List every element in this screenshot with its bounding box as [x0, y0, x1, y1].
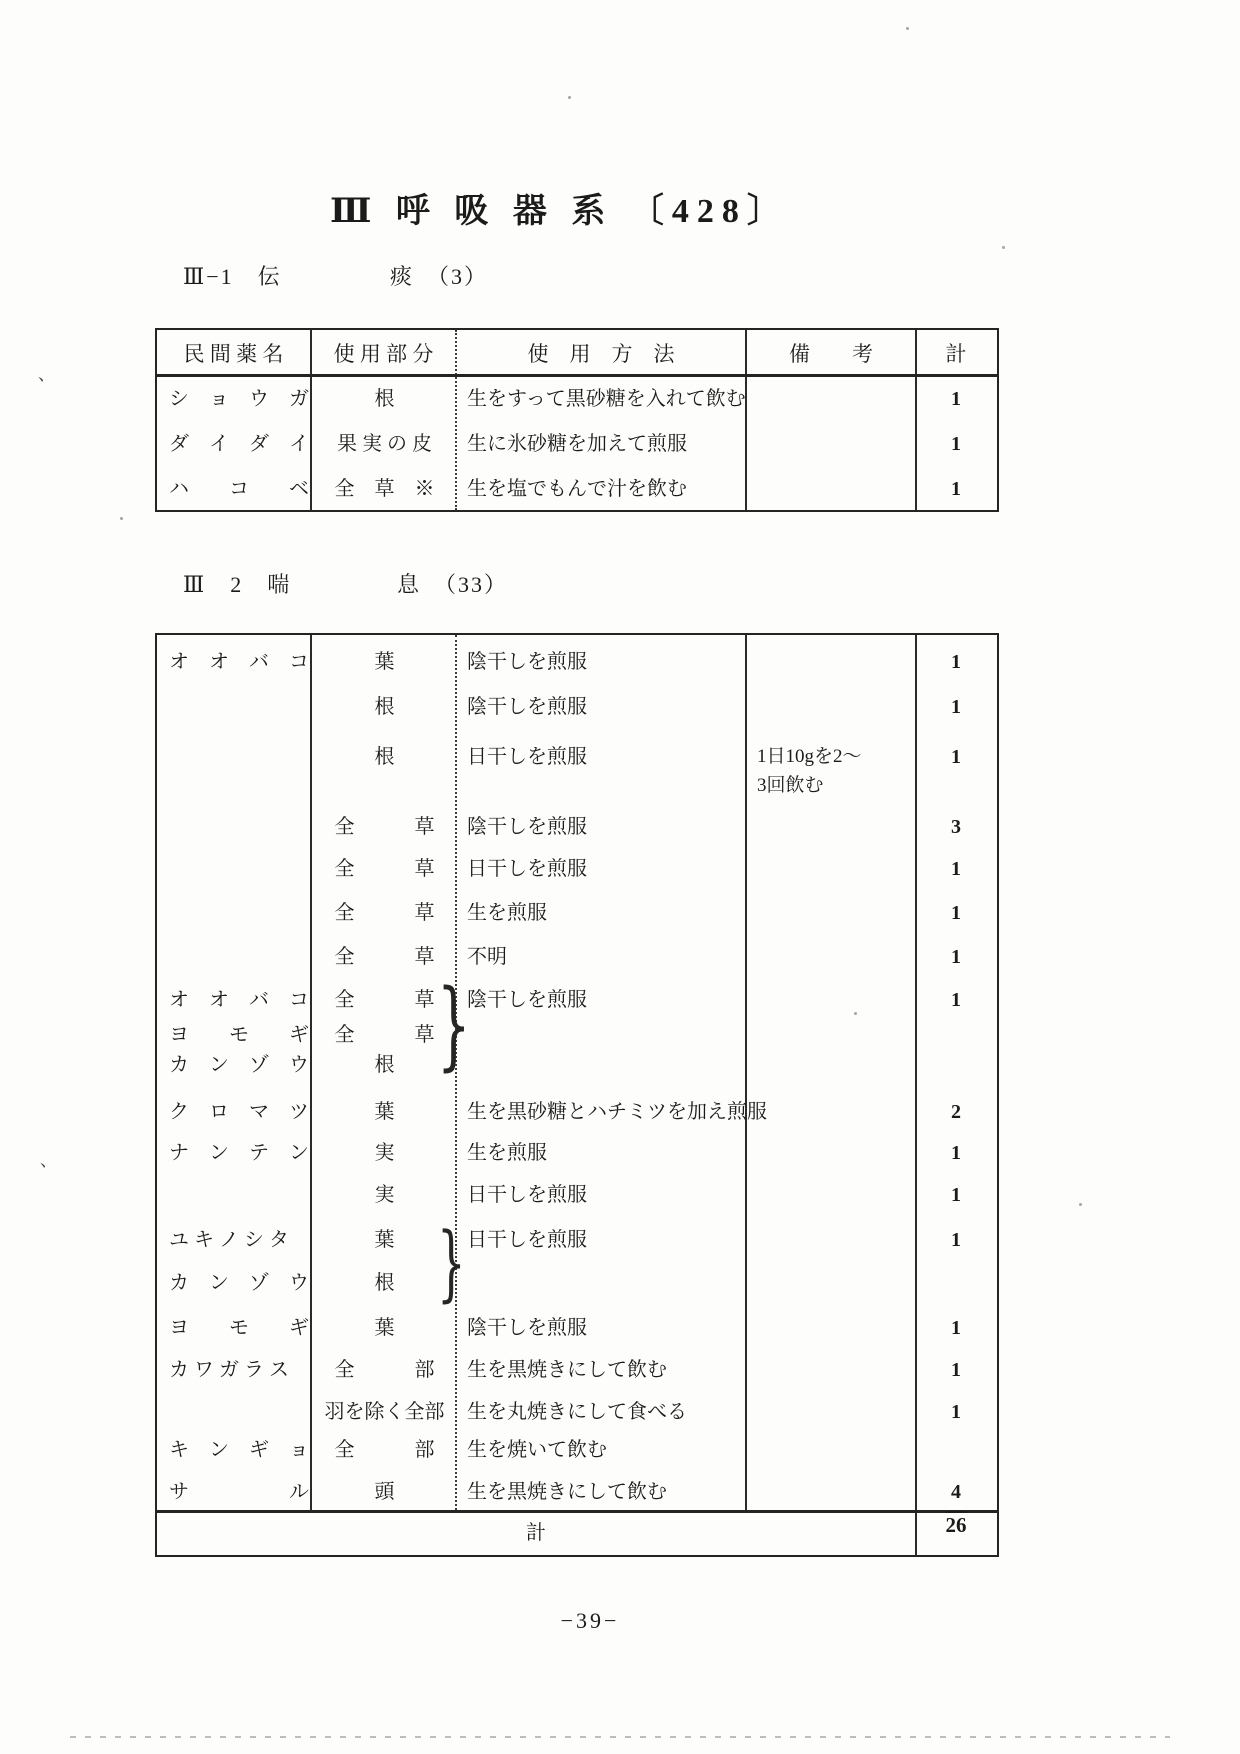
- count-cell: 1: [951, 946, 961, 968]
- column-header-method: 使 用 方 法: [527, 342, 675, 366]
- note-cell: 1日10gを2～: [757, 746, 862, 767]
- method-cell: 陰干しを煎服: [467, 651, 587, 673]
- count-cell: 1: [951, 1229, 961, 1251]
- margin-mark: 、: [38, 365, 55, 384]
- method-cell: 陰干しを煎服: [467, 989, 587, 1011]
- part-cell: 全 草: [334, 1024, 435, 1046]
- name-cell: ナ ン テ ン: [169, 1142, 309, 1164]
- count-cell: 1: [951, 1184, 961, 1206]
- scan-speckle: [568, 96, 571, 99]
- method-cell: 日干しを煎服: [467, 746, 587, 768]
- part-cell: 全 部: [334, 1439, 435, 1461]
- count-cell: 4: [951, 1481, 961, 1503]
- column-header-part: 使 用 部 分: [333, 342, 434, 366]
- name-cell: シ ョ ウ ガ: [169, 388, 309, 410]
- name-cell: オ オ バ コ: [169, 989, 309, 1011]
- count-cell: 1: [951, 902, 961, 924]
- remedy-table-asthma: [155, 633, 999, 1557]
- part-cell: 全 草: [334, 902, 435, 924]
- section-2-heading-suffix: 息 （33）: [397, 572, 509, 597]
- grouping-brace-icon: }: [437, 969, 471, 1081]
- name-cell: ユ キ ノ シ タ: [169, 1229, 289, 1251]
- part-cell: 全 草: [334, 946, 435, 968]
- part-cell: 全 草: [334, 858, 435, 880]
- part-cell: 葉: [374, 651, 395, 673]
- scan-speckle: [1079, 1203, 1082, 1206]
- count-cell: 1: [951, 433, 961, 455]
- count-cell: 2: [951, 1101, 961, 1123]
- column-header-total: 計: [945, 342, 967, 366]
- column-header-name: 民 間 薬 名: [183, 342, 284, 366]
- total-row-separator: [157, 1510, 997, 1513]
- count-cell: 1: [951, 1401, 961, 1423]
- page-title: Ⅲ 呼 吸 器 系 〔428〕: [330, 193, 789, 230]
- scan-speckle: [906, 27, 909, 30]
- grouping-brace-icon: }: [437, 1216, 466, 1311]
- column-header-note: 備 考: [789, 342, 873, 366]
- scan-speckle: [854, 1012, 857, 1015]
- name-cell: キ ン ギ ョ: [169, 1439, 309, 1461]
- method-cell: 生を黒砂糖とハチミツを加え煎服: [467, 1101, 767, 1123]
- part-cell: 羽を除く全部: [324, 1401, 445, 1423]
- name-cell: ダ イ ダ イ: [169, 433, 309, 455]
- part-cell: 頭: [374, 1481, 395, 1503]
- part-cell: 根: [374, 746, 395, 768]
- part-cell: 葉: [374, 1101, 395, 1123]
- count-cell: 1: [951, 1317, 961, 1339]
- scan-speckle: [120, 517, 123, 520]
- method-cell: 生に氷砂糖を加えて煎服: [467, 433, 687, 455]
- total-value: 26: [945, 1513, 967, 1537]
- count-cell: 3: [951, 816, 961, 838]
- part-cell: 果 実 の 皮: [337, 433, 432, 455]
- name-cell: サ ル: [169, 1481, 309, 1503]
- count-cell: 1: [951, 388, 961, 410]
- part-cell: 全 草: [334, 816, 435, 838]
- count-cell: 1: [951, 746, 961, 768]
- header-separator: [157, 374, 997, 377]
- method-cell: 日干しを煎服: [467, 1229, 587, 1251]
- part-cell: 根: [374, 388, 395, 410]
- scan-speckle: [1002, 246, 1005, 249]
- name-cell: ク ロ マ ツ: [169, 1101, 309, 1123]
- part-cell: 葉: [374, 1229, 395, 1251]
- name-cell: オ オ バ コ: [169, 651, 309, 673]
- method-cell: 生を丸焼きにして食べる: [467, 1401, 687, 1423]
- name-cell: ハ コ ベ: [169, 478, 309, 500]
- page-number: −39−: [560, 1608, 620, 1633]
- part-cell: 実: [374, 1142, 395, 1164]
- method-cell: 陰干しを煎服: [467, 816, 587, 838]
- count-cell: 1: [951, 478, 961, 500]
- method-cell: 生を黒焼きにして飲む: [467, 1359, 667, 1381]
- method-cell: 生を焼いて飲む: [467, 1439, 607, 1461]
- section-1-heading-prefix: Ⅲ−1 伝: [183, 264, 282, 289]
- method-cell: 陰干しを煎服: [467, 1317, 587, 1339]
- note-cell: 3回飲む: [757, 775, 824, 796]
- scan-artifact-line: [70, 1736, 1170, 1738]
- name-cell: カ ン ゾ ウ: [169, 1272, 309, 1294]
- part-cell: 全 部: [334, 1359, 435, 1381]
- method-cell: 生を煎服: [467, 1142, 547, 1164]
- count-cell: 1: [951, 696, 961, 718]
- part-cell: 全 草 ※: [334, 478, 435, 500]
- method-cell: 日干しを煎服: [467, 1184, 587, 1206]
- method-cell: 生をすって黒砂糖を入れて飲む: [467, 388, 746, 410]
- method-cell: 生を塩でもんで汁を飲む: [467, 478, 687, 500]
- method-cell: 不明: [467, 946, 507, 968]
- section-1-heading-suffix: 痰 （3）: [390, 264, 489, 289]
- part-cell: 根: [374, 1272, 395, 1294]
- remedy-table-phlegm: [155, 328, 999, 512]
- count-cell: 1: [951, 651, 961, 673]
- section-2-heading-prefix: Ⅲ 2 喘: [183, 572, 292, 597]
- name-cell: ヨ モ ギ: [169, 1024, 309, 1046]
- name-cell: カ ン ゾ ウ: [169, 1054, 309, 1076]
- margin-mark: 、: [40, 1151, 57, 1170]
- count-cell: 1: [951, 1142, 961, 1164]
- name-cell: カ ワ ガ ラ ス: [169, 1359, 289, 1381]
- part-cell: 葉: [374, 1317, 395, 1339]
- count-cell: 1: [951, 1359, 961, 1381]
- count-cell: 1: [951, 989, 961, 1011]
- method-cell: 陰干しを煎服: [467, 696, 587, 718]
- column-divider: [745, 635, 747, 1510]
- total-label: 計: [526, 1522, 546, 1544]
- part-cell: 根: [374, 696, 395, 718]
- name-cell: ヨ モ ギ: [169, 1317, 309, 1339]
- method-cell: 生を煎服: [467, 902, 547, 924]
- method-cell: 日干しを煎服: [467, 858, 587, 880]
- part-cell: 全 草: [334, 989, 435, 1011]
- count-cell: 1: [951, 858, 961, 880]
- part-cell: 実: [374, 1184, 395, 1206]
- part-cell: 根: [374, 1054, 395, 1076]
- method-cell: 生を黒焼きにして飲む: [467, 1481, 667, 1503]
